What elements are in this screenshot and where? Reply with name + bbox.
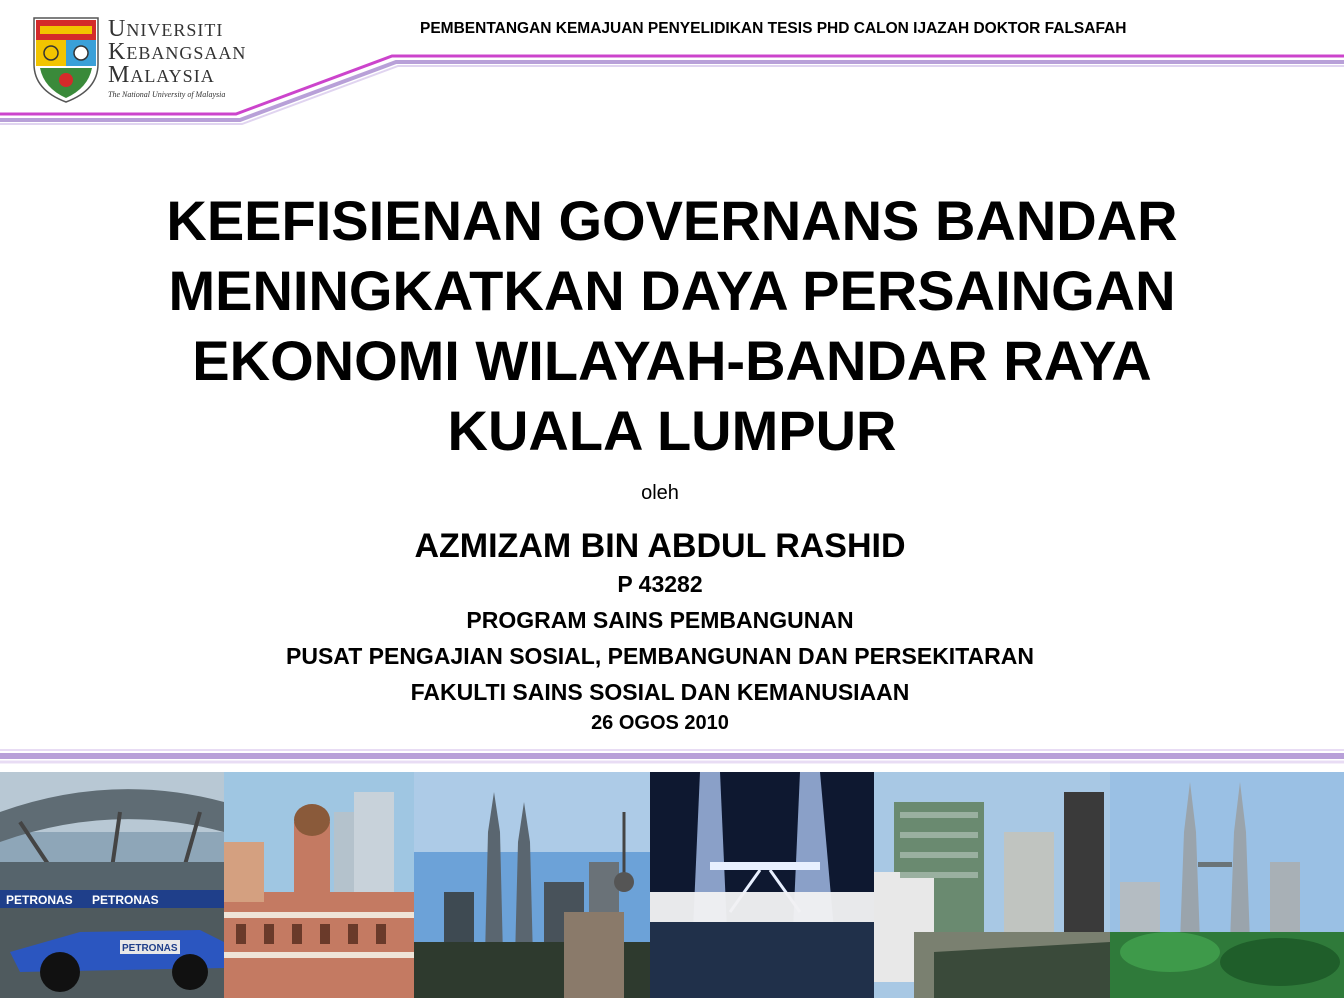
banner-text: PETRONAS [92, 893, 159, 907]
author-block [0, 526, 1320, 710]
university-tagline: The National University of Malaysia [108, 90, 226, 99]
banner-text: PETRONAS [6, 893, 73, 907]
student-id: P 43282 [617, 571, 703, 597]
heritage-building-photo [224, 772, 414, 998]
photo-petronas-skybridge-night [650, 772, 874, 998]
title-line-4: KUALA LUMPUR [447, 399, 897, 462]
ukm-logo [30, 14, 247, 106]
thesis-title [60, 186, 1284, 466]
skybridge-photo [650, 772, 874, 998]
ukm-crest-icon [30, 14, 102, 104]
photo-strip [0, 772, 1344, 998]
photo-sultan-abdul-samad [224, 772, 414, 998]
school-name: PUSAT PENGAJIAN SOSIAL, PEMBANGUNAN DAN PERSEKITARAN [286, 643, 1034, 669]
skyline-photo [414, 772, 650, 998]
photo-klcc-park [1110, 772, 1344, 998]
oleh-label: oleh [641, 482, 679, 504]
title-line-1: KEEFISIENAN GOVERNANS BANDAR [166, 189, 1178, 252]
photo-city-buildings [874, 772, 1110, 998]
park-towers-photo [1110, 772, 1344, 998]
header-title: PEMBENTANGAN KEMAJUAN PENYELIDIKAN TESIS PHD CALON IJAZAH DOKTOR FALSAFAH [420, 20, 1127, 37]
race-car-photo [0, 772, 224, 998]
author-name: AZMIZAM BIN ABDUL RASHID [414, 527, 906, 565]
city-buildings-photo [874, 772, 1110, 998]
university-name: UNIVERSITI KEBANGSAAN MALAYSIA [108, 16, 247, 88]
faculty-name: FAKULTI SAINS SOSIAL DAN KEMANUSIAAN [410, 679, 910, 705]
photo-sepang-circuit [0, 772, 224, 998]
banner-text: PETRONAS [122, 943, 178, 954]
title-line-2: MENINGKATKAN DAYA PERSAINGAN [168, 259, 1176, 322]
photo-petronas-towers-day [414, 772, 650, 998]
program-name: PROGRAM SAINS PEMBANGUNAN [466, 607, 854, 633]
footer-divider [0, 748, 1344, 768]
title-line-3: EKONOMI WILAYAH-BANDAR RAYA [192, 329, 1152, 392]
presentation-date: 26 OGOS 2010 [591, 712, 729, 734]
